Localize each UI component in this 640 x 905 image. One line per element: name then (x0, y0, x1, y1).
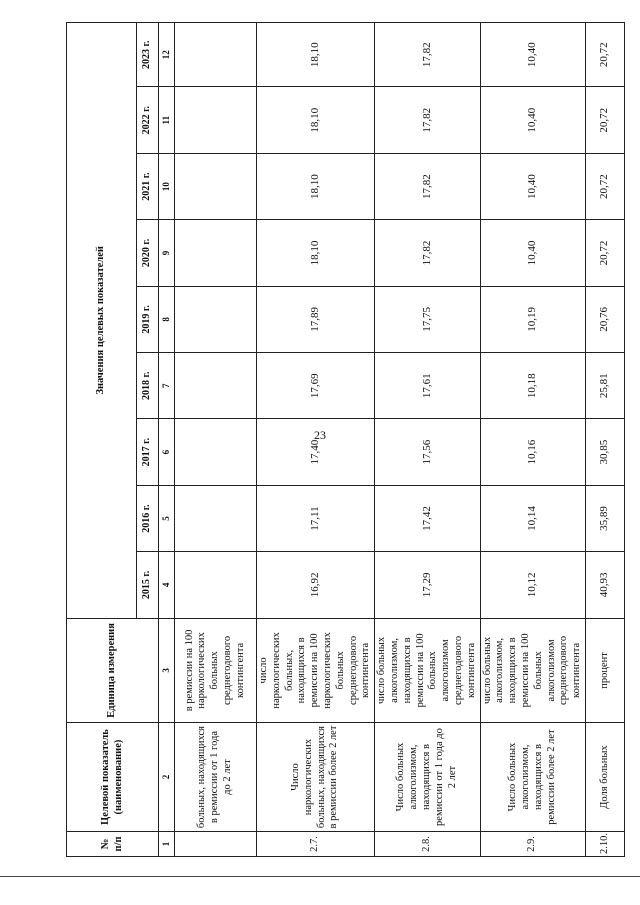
indicator-value: 17,42 (375, 485, 480, 551)
indicator-value: 10,40 (480, 220, 585, 286)
indicator-value: 17,11 (257, 485, 375, 551)
indicator-value (175, 220, 257, 286)
table-row (585, 23, 624, 857)
rotated-table-wrapper (66, 22, 611, 857)
header-column-number: 12 (159, 23, 175, 87)
table-row (480, 23, 585, 857)
header-column-number: 9 (159, 220, 175, 286)
indicator-value: 17,82 (375, 220, 480, 286)
header-column-number: 2 (159, 723, 175, 832)
header-year: 2021 г. (137, 153, 159, 219)
header-year: 2018 г. (137, 353, 159, 419)
header-column-number: 6 (159, 419, 175, 485)
indicator-value: 17,29 (375, 552, 480, 618)
indicator-value: 30,85 (585, 419, 624, 485)
header-year: 2015 г. (137, 552, 159, 618)
header-unit: Единица измерения (67, 618, 159, 723)
table-row (257, 23, 375, 857)
table-row (175, 23, 257, 857)
indicator-value: 17,89 (257, 286, 375, 352)
unit-of-measure: в ремиссии на 100 наркологических больных среднегодового контингента (175, 618, 257, 723)
row-number: 2.7. (257, 831, 375, 856)
header-column-number: 3 (159, 618, 175, 723)
row-number: 2.9. (480, 831, 585, 856)
header-column-number: 10 (159, 153, 175, 219)
indicator-value: 17,61 (375, 353, 480, 419)
indicator-value: 18,10 (257, 23, 375, 87)
indicator-value: 18,10 (257, 87, 375, 153)
table-row (375, 23, 480, 857)
indicator-value (175, 153, 257, 219)
unit-of-measure: процент (585, 618, 624, 723)
indicator-value: 20,72 (585, 87, 624, 153)
header-values: Значения целевых показателей (67, 23, 137, 619)
header-column-number: 4 (159, 552, 175, 618)
header-indicator: Целевой показатель (наименование) (67, 723, 159, 832)
indicator-value: 10,14 (480, 485, 585, 551)
indicator-value: 10,40 (480, 87, 585, 153)
indicator-value: 17,75 (375, 286, 480, 352)
row-number: 2.10. (585, 831, 624, 856)
header-year: 2016 г. (137, 485, 159, 551)
indicator-value: 18,10 (257, 220, 375, 286)
indicator-value: 10,16 (480, 419, 585, 485)
indicator-value: 17,82 (375, 153, 480, 219)
indicator-name: больных, находящихся в ремиссии от 1 года до 2 лет (175, 723, 257, 832)
indicator-value: 20,72 (585, 23, 624, 87)
indicator-value: 16,92 (257, 552, 375, 618)
indicator-value (175, 87, 257, 153)
header-column-number: 5 (159, 485, 175, 551)
indicator-value: 10,40 (480, 23, 585, 87)
page-bottom-rule (0, 876, 640, 877)
header-year: 2023 г. (137, 23, 159, 87)
indicator-value: 17,56 (375, 419, 480, 485)
indicator-value: 10,19 (480, 286, 585, 352)
indicator-value: 17,82 (375, 87, 480, 153)
header-num: № п/п (67, 831, 159, 856)
indicator-value: 17,40 (257, 419, 375, 485)
unit-of-measure: число больных алкоголизмом, находящихся в ремиссии на 100 больных алкоголизмом среднегодового контингента (375, 618, 480, 723)
indicator-value: 25,81 (585, 353, 624, 419)
indicator-value: 20,72 (585, 153, 624, 219)
indicator-value (175, 353, 257, 419)
row-number (175, 831, 257, 856)
indicator-value (175, 286, 257, 352)
indicator-name: Число больных алкоголизмом, находящихся в ремиссии более 2 лет (480, 723, 585, 832)
indicator-value: 20,76 (585, 286, 624, 352)
indicator-value: 35,89 (585, 485, 624, 551)
indicator-value: 20,72 (585, 220, 624, 286)
indicator-value: 17,82 (375, 23, 480, 87)
indicator-value (175, 485, 257, 551)
target-indicators-table (66, 22, 625, 857)
indicator-value: 10,12 (480, 552, 585, 618)
indicator-value (175, 552, 257, 618)
indicator-value: 17,69 (257, 353, 375, 419)
header-column-number: 11 (159, 87, 175, 153)
indicator-name: Число больных алкоголизмом, находящихся в ремиссии от 1 года до 2 лет (375, 723, 480, 832)
indicator-value: 18,10 (257, 153, 375, 219)
table-body (175, 23, 625, 857)
header-year: 2017 г. (137, 419, 159, 485)
indicator-value: 10,18 (480, 353, 585, 419)
indicator-name: Число наркологических больных, находящихся в ремиссии более 2 лет (257, 723, 375, 832)
page-number: 23 (314, 428, 326, 442)
header-row-top (67, 23, 137, 857)
header-column-number: 7 (159, 353, 175, 419)
header-column-number: 8 (159, 286, 175, 352)
indicator-value: 40,93 (585, 552, 624, 618)
unit-of-measure: число наркологических больных, находящихся в ремиссии на 100 наркологических больных среднегодового контингента (257, 618, 375, 723)
unit-of-measure: число больных алкоголизмом, находящихся в ремиссии на 100 больных алкоголизмом среднегодового контингента (480, 618, 585, 723)
header-year: 2020 г. (137, 220, 159, 286)
rotated-table-sheet (66, 22, 611, 857)
indicator-name: Доля больных (585, 723, 624, 832)
row-number: 2.8. (375, 831, 480, 856)
header-year: 2019 г. (137, 286, 159, 352)
indicator-value: 10,40 (480, 153, 585, 219)
indicator-value (175, 419, 257, 485)
header-year: 2022 г. (137, 87, 159, 153)
indicator-value (175, 23, 257, 87)
header-column-number: 1 (159, 831, 175, 856)
header-column-numbers-row (159, 23, 175, 857)
